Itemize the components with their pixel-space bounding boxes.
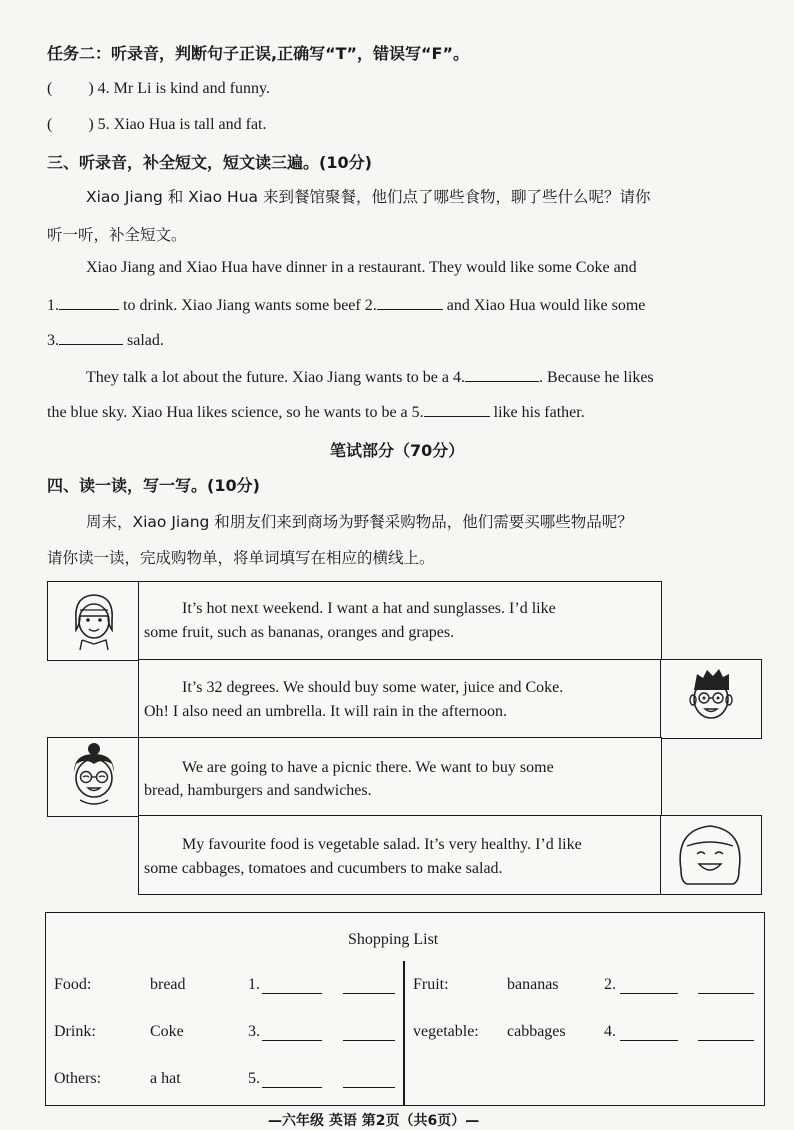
answer-paren-close: ) (88, 80, 94, 97)
task2-item-4 (47, 80, 270, 98)
given-word: bread (150, 976, 186, 993)
blank-2[interactable] (377, 295, 443, 310)
girl-smiling-icon (673, 820, 747, 890)
row-label-others: Others: (54, 1070, 102, 1087)
answer-blank-5[interactable] (262, 1073, 322, 1088)
statement-text: 4. Mr Li is kind and funny. (97, 80, 270, 97)
avatar-box-2 (660, 659, 762, 739)
answer-blank-1b[interactable] (343, 979, 395, 994)
message-box-4 (138, 815, 662, 895)
shopping-list-box (45, 912, 765, 1106)
answer-paren-open: ( (47, 80, 53, 97)
passage-text: to drink. Xiao Jiang wants some beef 2. (123, 297, 377, 314)
message-line: Oh! I also need an umbrella. It will rain in the afternoon. (144, 703, 507, 720)
row-label-drink: Drink: (54, 1023, 96, 1040)
passage-text: the blue sky. Xiao Hua likes science, so he wants to be a 5. (47, 404, 424, 421)
boy-glasses-icon (685, 666, 737, 730)
passage-text: like his father. (493, 404, 585, 421)
given-word: Coke (150, 1023, 184, 1040)
task2-title: 任务二：听录音，判断句子正误,正确写“T”，错误写“F”。 (47, 44, 469, 63)
message-line: We are going to have a picnic there. We want to buy some (182, 759, 554, 776)
given-word: bananas (507, 976, 559, 993)
avatar-box-3 (47, 737, 141, 817)
blank-3[interactable] (59, 330, 123, 345)
answer-blank-3[interactable] (262, 1026, 322, 1041)
blank-number: 3. (47, 332, 59, 349)
section3-intro-line2: 听一听，补全短文。 (47, 226, 187, 244)
message-box-1 (138, 581, 662, 661)
message-line: bread, hamburgers and sandwiches. (144, 782, 372, 799)
written-part-title: 笔试部分（70分） (330, 441, 465, 460)
column-divider (403, 961, 405, 1105)
answer-blank-4b[interactable] (698, 1026, 754, 1041)
blank-4[interactable] (465, 367, 539, 382)
message-box-2 (138, 659, 662, 739)
blank-number: 5. (248, 1070, 260, 1087)
blank-number: 3. (248, 1023, 260, 1040)
girl-bun-glasses-icon (66, 742, 122, 812)
passage-text: salad. (127, 332, 164, 349)
section4-intro-line1: 周末，Xiao Jiang 和朋友们来到商场为野餐采购物品，他们需要买哪些物品呢？ (86, 513, 633, 531)
passage-line-3 (47, 330, 164, 350)
row-label-food: Food: (54, 976, 92, 993)
answer-blank-2b[interactable] (698, 979, 754, 994)
section3-title: 三、听录音，补全短文，短文读三遍。(10分) (47, 153, 372, 172)
task2-item-5 (47, 116, 267, 134)
passage-line-4 (86, 367, 654, 387)
message-box-3 (138, 737, 662, 817)
passage-line-1: Xiao Jiang and Xiao Hua have dinner in a restaurant. They would like some Coke and (86, 259, 637, 276)
section3-intro-line1: Xiao Jiang 和 Xiao Hua 来到餐馆聚餐，他们点了哪些食物，聊了些什么呢？请你 (86, 188, 651, 206)
message-line: It’s hot next weekend. I want a hat and sunglasses. I’d like (182, 600, 556, 617)
blank-number: 1. (47, 297, 59, 314)
passage-line-5 (47, 402, 585, 422)
answer-blank-4[interactable] (620, 1026, 678, 1041)
answer-blank-3b[interactable] (343, 1026, 395, 1041)
given-word: a hat (150, 1070, 181, 1087)
blank-number: 1. (248, 976, 260, 993)
section4-title: 四、读一读，写一写。(10分) (47, 476, 260, 495)
blank-number: 4. (604, 1023, 616, 1040)
avatar-box-4 (660, 815, 762, 895)
answer-paren-open: ( (47, 116, 53, 133)
answer-paren-close: ) (88, 116, 94, 133)
message-line: My favourite food is vegetable salad. It’s very healthy. I’d like (182, 836, 582, 853)
avatar-box-1 (47, 581, 141, 661)
given-word: cabbages (507, 1023, 566, 1040)
passage-text: . Because he likes (539, 369, 654, 386)
passage-text: and Xiao Hua would like some (446, 297, 646, 314)
message-line: some cabbages, tomatoes and cucumbers to make salad. (144, 860, 503, 877)
passage-text: They talk a lot about the future. Xiao Jiang wants to be a 4. (86, 369, 466, 386)
girl-short-hair-icon (68, 590, 120, 652)
row-label-fruit: Fruit: (413, 976, 449, 993)
answer-blank-5b[interactable] (343, 1073, 395, 1088)
statement-text: 5. Xiao Hua is tall and fat. (97, 116, 267, 133)
answer-blank-1[interactable] (262, 979, 322, 994)
blank-1[interactable] (59, 295, 119, 310)
message-line: It’s 32 degrees. We should buy some water, juice and Coke. (182, 679, 564, 696)
blank-5[interactable] (424, 402, 490, 417)
passage-line-2 (47, 295, 645, 315)
page-footer: —六年级 英语 第2页（共6页）— (268, 1113, 480, 1129)
row-label-vegetable: vegetable: (413, 1023, 479, 1040)
answer-blank-2[interactable] (620, 979, 678, 994)
section4-intro-line2: 请你读一读，完成购物单，将单词填写在相应的横线上。 (47, 549, 435, 567)
blank-number: 2. (604, 976, 616, 993)
message-line: some fruit, such as bananas, oranges and grapes. (144, 624, 455, 641)
shopping-list-title: Shopping List (348, 931, 439, 948)
